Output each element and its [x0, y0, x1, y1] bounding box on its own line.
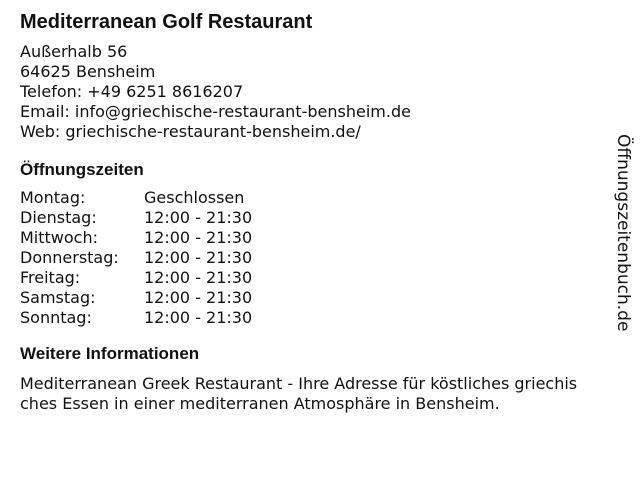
opening-hours-table	[20, 188, 600, 328]
hours-time: 12:00 - 21:30	[144, 288, 253, 307]
brand-watermark: Öffnungszeitenbuch.de	[613, 134, 633, 332]
phone-line: Telefon: +49 6251 8616207	[20, 82, 244, 101]
hours-day: Samstag:	[20, 288, 96, 307]
email-line: Email: info@griechische-restaurant-bensheim.de	[20, 102, 411, 121]
hours-row-thursday	[20, 248, 600, 268]
restaurant-description: Mediterranean Greek Restaurant - Ihre Adresse für köstliches griechisches Essen in einer mediterranen Atmosphäre in Bensheim.	[20, 374, 578, 413]
hours-row-saturday	[20, 288, 600, 308]
hours-day: Montag:	[20, 188, 86, 207]
hours-row-tuesday	[20, 208, 600, 228]
hours-time: 12:00 - 21:30	[144, 208, 253, 227]
further-info-heading: Weitere Informationen	[20, 344, 200, 363]
hours-day: Donnerstag:	[20, 248, 119, 267]
hours-time: 12:00 - 21:30	[144, 268, 253, 287]
opening-hours-heading: Öffnungszeiten	[20, 160, 144, 179]
hours-time: 12:00 - 21:30	[144, 308, 253, 327]
hours-time: Geschlossen	[144, 188, 245, 207]
address-street: Außerhalb 56	[20, 42, 128, 61]
hours-time: 12:00 - 21:30	[144, 228, 253, 247]
hours-row-friday	[20, 268, 600, 288]
restaurant-card	[20, 8, 600, 414]
hours-day: Sonntag:	[20, 308, 92, 327]
restaurant-name: Mediterranean Golf Restaurant	[20, 11, 313, 33]
web-line: Web: griechische-restaurant-bensheim.de/	[20, 122, 361, 141]
hours-day: Dienstag:	[20, 208, 97, 227]
hours-row-sunday	[20, 308, 600, 328]
hours-day: Mittwoch:	[20, 228, 98, 247]
hours-time: 12:00 - 21:30	[144, 248, 253, 267]
hours-row-wednesday	[20, 228, 600, 248]
hours-row-monday	[20, 188, 600, 208]
address-block	[20, 42, 600, 142]
address-city: 64625 Bensheim	[20, 62, 156, 81]
hours-day: Freitag:	[20, 268, 81, 287]
